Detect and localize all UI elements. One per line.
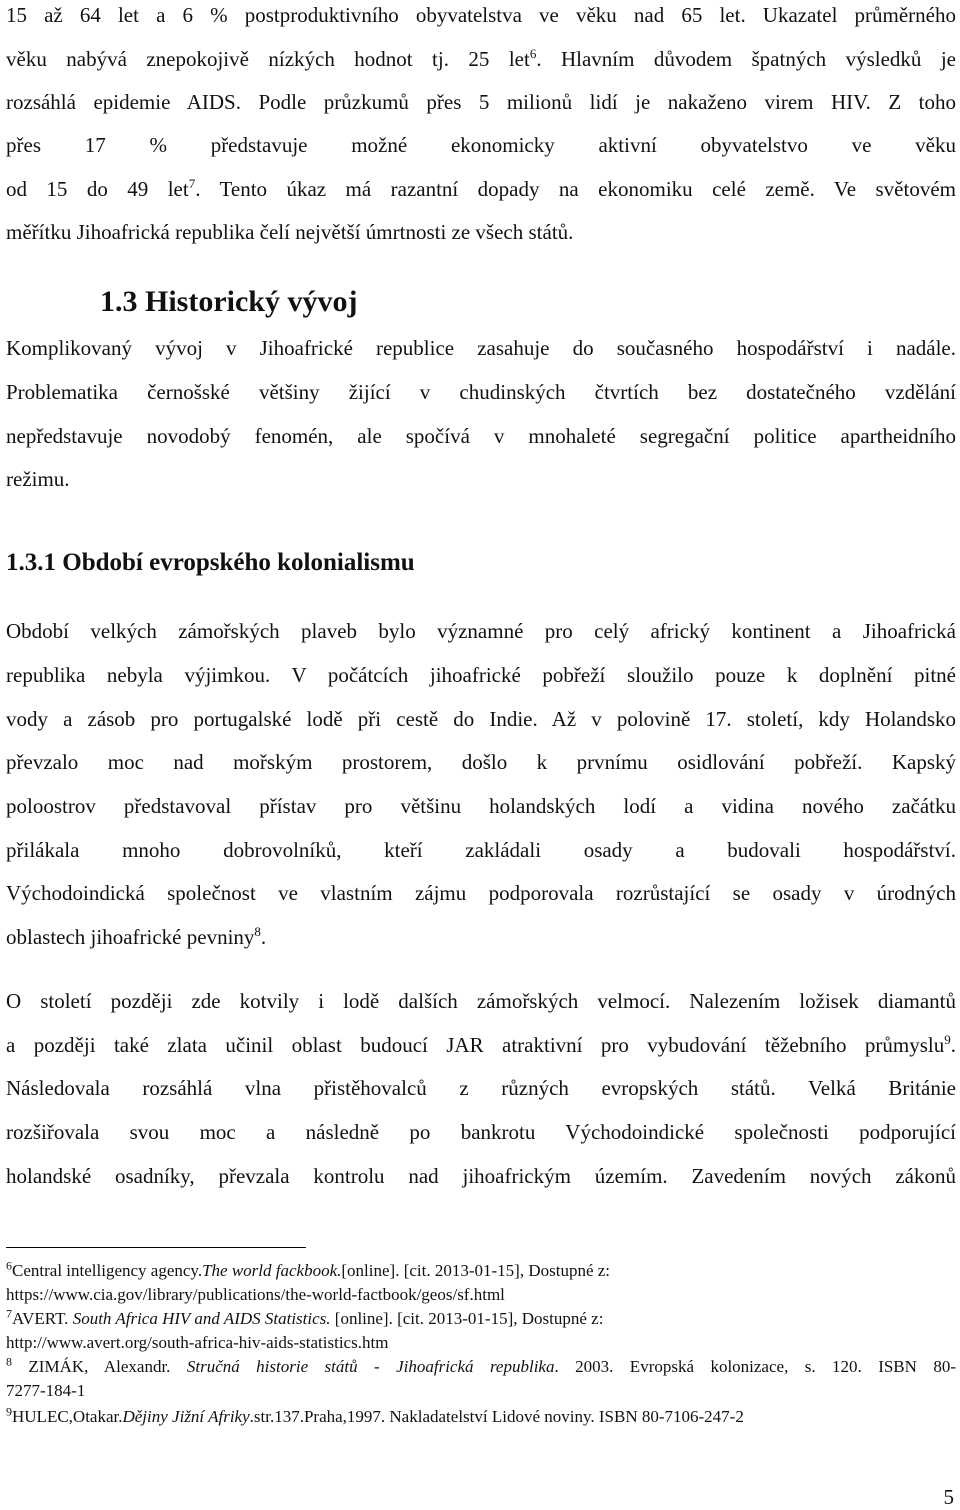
footnote-ref[interactable]: 7 xyxy=(188,176,196,191)
paragraph-line: převzalo moc nad mořským prostorem, došlo k prvnímu osidlování pobřeží. Kapský xyxy=(6,750,956,774)
paragraph-line: a později také zlata učinil oblast budoucí JAR atraktivní pro vybudování těžebního průmyslu$^9$. xyxy=(6,1032,956,1057)
footnote-6-url[interactable]: https://www.cia.gov/library/publications/the-world-factbook/geos/sf.html xyxy=(6,1285,505,1304)
footnote-ref[interactable]: 8 xyxy=(254,924,261,939)
paragraph-line: Komplikovaný vývoj v Jihoafrické republice zasahuje do současného hospodářství i nadále. xyxy=(6,336,956,360)
footnote-7-url[interactable]: http://www.avert.org/south-africa-hiv-aids-statistics.htm xyxy=(6,1333,389,1352)
paragraph-line: nepředstavuje novodobý fenomén, ale spočívá v mnohaleté segregační politice apartheidního xyxy=(6,424,956,448)
footnote-9: $^9$HULEC,Otakar.Dějiny Jižní Afriky.str.137.Praha,1997. Nakladatelství Lidové noviny. ISBN 80-7106-247-2 xyxy=(6,1404,744,1426)
footnote-8-isbn: 7277-184-1 xyxy=(6,1381,86,1400)
paragraph-line: Problematika černošské většiny žijící v chudinských čtvrtích bez dostatečného vzdělání xyxy=(6,380,956,404)
paragraph-line: rozsáhlá epidemie AIDS. Podle průzkumů přes 5 milionů lidí je nakaženo virem HIV. Z toho xyxy=(6,90,956,114)
subsection-heading: 1.3.1 Období evropského kolonialismu xyxy=(6,549,415,576)
footnote-ref[interactable]: 9 xyxy=(944,1032,951,1047)
paragraph-line: věku nabývá znepokojivě nízkých hodnot tj. 25 let$^6$. Hlavním důvodem špatných výsledků je xyxy=(6,46,956,71)
paragraph-line: O století později zde kotvily i lodě dalších zámořských velmocí. Nalezením ložisek diamantů xyxy=(6,989,956,1013)
paragraph-line: od 15 do 49 let$^7$. Tento úkaz má razantní dopady na ekonomiku celé země. Ve světovém xyxy=(6,176,956,201)
paragraph-line: přilákala mnoho dobrovolníků, kteří zakládali osady a budovali hospodářství. xyxy=(6,838,956,862)
paragraph-line: Následovala rozsáhlá vlna přistěhovalců z různých evropských států. Velká Británie xyxy=(6,1076,956,1100)
page-number: 5 xyxy=(943,1485,954,1509)
footnote-ref[interactable]: 6 xyxy=(529,46,537,61)
footnote-divider xyxy=(6,1247,306,1248)
section-heading: 1.3 Historický vývoj xyxy=(100,285,358,318)
paragraph-line: rozšiřovala svou moc a následně po bankrotu Východoindické společnosti podporující xyxy=(6,1120,956,1144)
paragraph-line: vody a zásob pro portugalské lodě při cestě do Indie. Až v polovině 17. století, kdy Holandsko xyxy=(6,707,956,731)
footnote-6: $^6$Central intelligency agency.The world fackbook.[online]. [cit. 2013-01-15], Dostupné z: xyxy=(6,1258,611,1280)
paragraph-line: režimu. xyxy=(6,467,70,491)
paragraph-line: měřítku Jihoafrická republika čelí největší úmrtnosti ze všech států. xyxy=(6,220,574,244)
footnote-8: $^8$ ZIMÁK, Alexandr. Stručná historie států - Jihoafrická republika. 2003. Evropská kolonizace, s. 120. ISBN 80- xyxy=(6,1354,957,1376)
paragraph-line: Období velkých zámořských plaveb bylo významné pro celý africký kontinent a Jihoafrická xyxy=(6,619,956,643)
paragraph-line: poloostrov představoval přístav pro většinu holandských lodí a vidina nového začátku xyxy=(6,794,956,818)
paragraph-line: holandské osadníky, převzala kontrolu nad jihoafrickým územím. Zavedením nových zákonů xyxy=(6,1164,956,1188)
paragraph-line: 15 až 64 let a 6 % postproduktivního obyvatelstva ve věku nad 65 let. Ukazatel průměrného xyxy=(6,3,956,27)
paragraph-line: Východoindická společnost ve vlastním zájmu podporovala rozrůstající se osady v úrodných xyxy=(6,881,956,905)
footnote-7: $^7$AVERT. South Africa HIV and AIDS Statistics. [online]. [cit. 2013-01-15], Dostupné z: xyxy=(6,1306,604,1328)
paragraph-line: přes 17 % představuje možné ekonomicky aktivní obyvatelstvo ve věku xyxy=(6,133,956,157)
paragraph-line: oblastech jihoafrické pevniny$^8$. xyxy=(6,924,267,949)
paragraph-line: republika nebyla výjimkou. V počátcích jihoafrické pobřeží sloužilo pouze k doplnění pitné xyxy=(6,663,956,687)
